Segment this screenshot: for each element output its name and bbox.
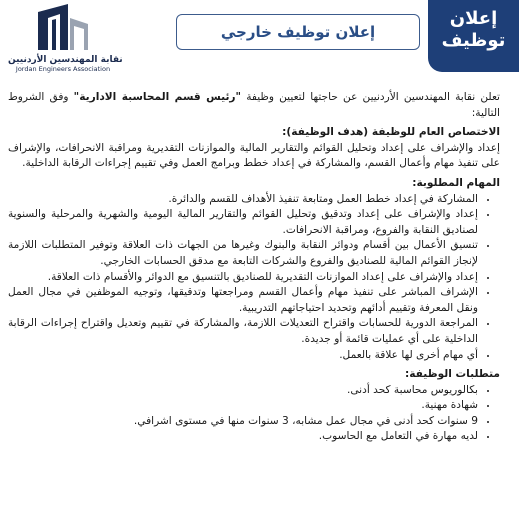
requirement-item: • بكالوريوس محاسبة كحد أدنى. [8, 383, 478, 399]
requirements-heading: متطلبات الوظيفة: [404, 368, 500, 381]
requirement-item: • شهادة مهنية. [8, 398, 478, 414]
header [0, 0, 519, 88]
announcement-title-box [176, 14, 420, 50]
job-title: "رئيس قسم المحاسبة الادارية" [73, 91, 242, 103]
jea-logo [8, 4, 123, 86]
task-item: • المشاركة في إعداد خطط العمل ومتابعة تنفيذ الأهداف للقسم والدائرة. [8, 192, 478, 208]
task-item: • تنسيق الأعمال بين أقسام ودوائر النقابة والبنوك وغيرها من الجهات ذات العلاقة وتوفير المتطلبات اللازمة لإنجاز القوائم المالية للصناديق والفروع والشركات التابعة مع مدقق الحسابات الخارجي. [8, 238, 478, 269]
announcement-body [8, 90, 500, 445]
jea-emblem-icon [34, 4, 92, 54]
task-item: • الإشراف المباشر على تنفيذ مهام وأعمال القسم ومراجعتها وتدقيقها، وتوجيه الموظفين في مجال العمل ونقل المعرفة وتقييم أدائهم وتحديد احتياجاتهم التدريبية. [8, 285, 478, 316]
announcement-title: إعلان توظيف خارجي [220, 23, 376, 41]
tasks-list [8, 192, 500, 364]
requirement-item: • لديه مهارة في التعامل مع الحاسوب. [8, 429, 478, 445]
tasks-heading: المهام المطلوبة: [412, 176, 500, 189]
logo-name-arabic: نقابة المهندسين الأردنيين [8, 55, 123, 65]
task-item: • المراجعة الدورية للحسابات واقتراح التعديلات اللازمة، والمشاركة في تقييم وتعديل واقتراح إجراءات الرقابة الداخلية على أي عمليات قائمة أو جديدة. [8, 316, 478, 347]
intro-before: تعلن نقابة المهندسين الأردنيين عن حاجتها لتعيين وظيفة [241, 91, 501, 103]
task-item: • إعداد والإشراف على إعداد وتدقيق وتحليل القوائم والتقارير المالية اليومية والشهرية والمرحلية والسنوية لصناديق النقابة والفروع، ومراقبة الانحرافات. [8, 207, 478, 238]
intro-after: وفق الشروط التالية: [8, 91, 500, 119]
task-item: • إعداد والإشراف على إعداد الموازنات التقديرية للصناديق بالتنسيق مع الدوائر والأقسام ذات العلاقة. [8, 270, 478, 286]
badge-line-1: إعلان [449, 8, 498, 29]
logo-name-english: Jordan Engineers Association [15, 65, 111, 73]
requirements-list [8, 383, 500, 445]
task-item: • أي مهام أخرى لها علاقة بالعمل. [8, 348, 478, 364]
purpose-text: إعداد والإشراف على إعداد وتحليل القوائم والتقارير المالية والموازنات التقديرية ومراقبة الانحرافات، والإشراف على تنفيذ مهام وأعمال القسم، والمشاركة في إعداد خطط وبرامج العمل وفي تقييم إجراءات الرقابة الداخلية. [8, 141, 500, 170]
badge-line-2: توظيف [441, 30, 506, 51]
intro-paragraph [8, 90, 500, 121]
job-ad-badge [428, 0, 519, 72]
requirement-item: • 9 سنوات كحد أدنى في مجال عمل مشابه، 3 سنوات منها في مستوى اشرافي. [8, 414, 478, 430]
purpose-heading: الاختصاص العام للوظيفة (هدف الوظيفة): [282, 126, 500, 139]
